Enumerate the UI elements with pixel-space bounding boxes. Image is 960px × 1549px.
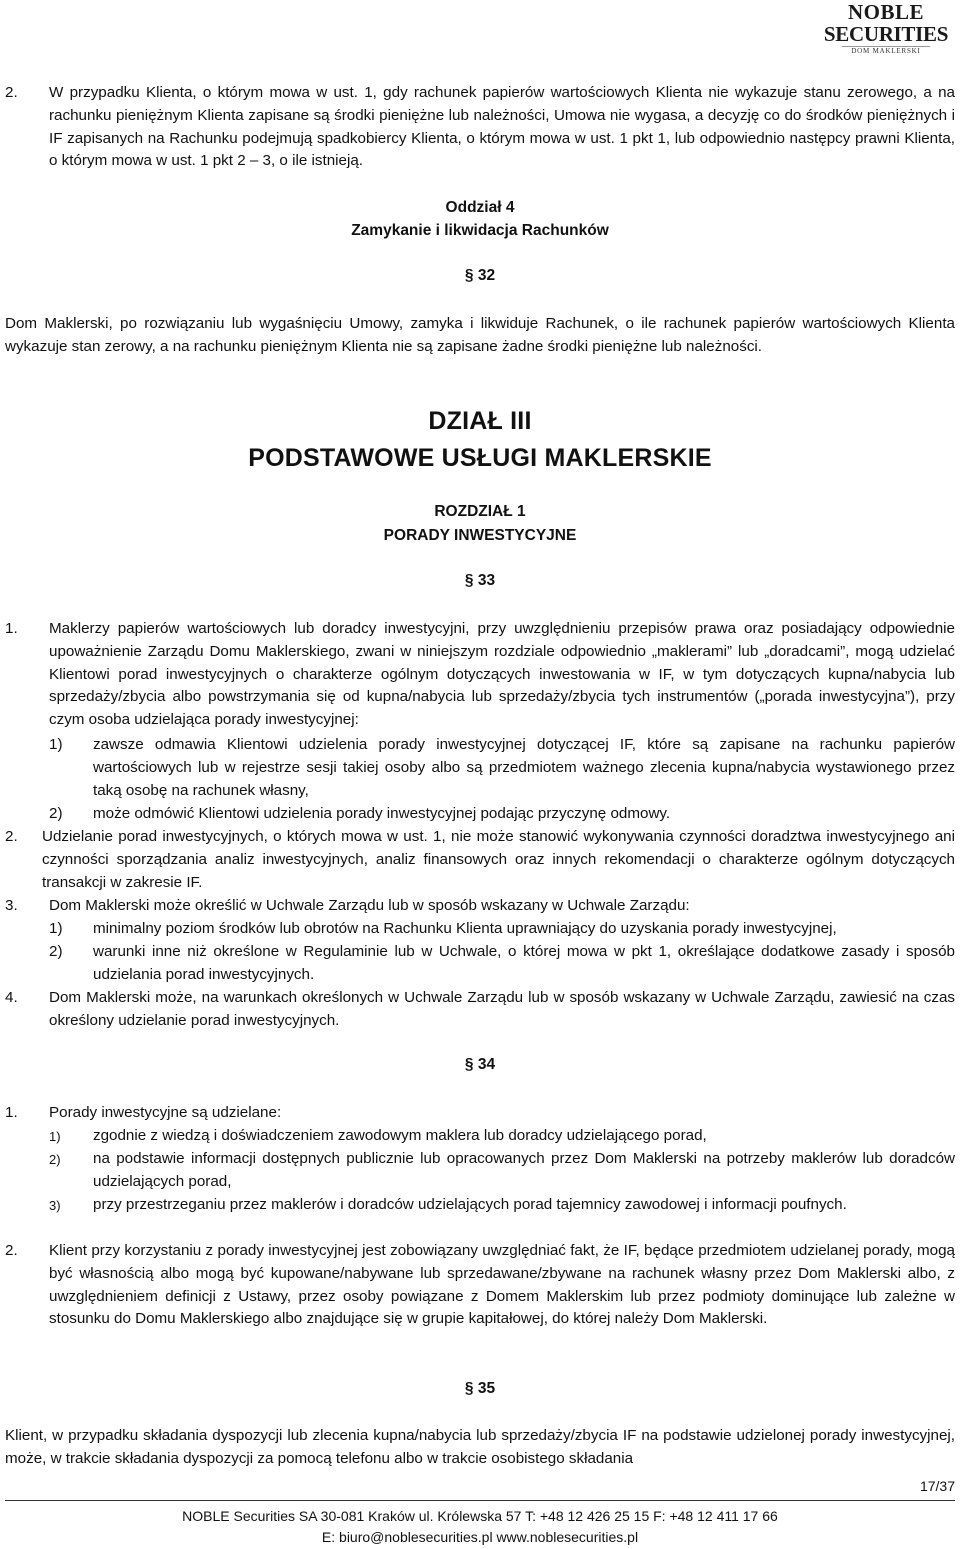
s34-item-1-sub-1-text: zgodnie z wiedzą i doświadczeniem zawodowym maklera lub doradcy udzielającego porad,: [93, 1127, 707, 1144]
s33-item-3-sub-1-number: 1): [49, 920, 63, 937]
section-32-title: § 32: [464, 267, 496, 284]
s33-item-3-sub-2-text: warunki inne niż określone w Regulaminie lub w Uchwale, o której mowa w pkt 1, określające dodatkowe zasady i sposób udzielania porad inwestycyjnych.: [93, 943, 955, 983]
oddzial-subtitle: Zamykanie i likwidacja Rachunków: [351, 222, 609, 239]
section-34-title: § 34: [464, 1056, 496, 1073]
intro-number: 2.: [5, 84, 18, 101]
s33-item-2-text: Udzielanie porad inwestycyjnych, o których mowa w ust. 1, nie może stanowić wykonywania czynności doradztwa inwestycyjnego ani czynności sporządzania analiz inwestycyjnych, analiz finansowych oraz innych rekomendacji o charakterze ogólnym dotyczących transakcji w zakresie IF.: [42, 828, 955, 891]
s33-item-1-sub-2-number: 2): [49, 805, 63, 822]
s33-item-1-sub-1-number: 1): [49, 736, 63, 753]
s34-item-1-number: 1.: [5, 1104, 18, 1121]
section-33-title: § 33: [464, 572, 496, 589]
dzial-subtitle: PODSTAWOWE USŁUGI MAKLERSKIE: [248, 444, 712, 472]
oddzial-title: Oddział 4: [445, 199, 515, 216]
rozdzial-title: ROZDZIAŁ 1: [434, 503, 526, 520]
intro-paragraph: W przypadku Klienta, o którym mowa w ust. 1, gdy rachunek papierów wartościowych Klienta nie wykazuje stanu zerowego, a na rachunku pieniężnym Klienta zapisane są środki pieniężne lub należności, Umowa nie wygasa, a decyzję co do środków pieniężnych i IF zapisanych na Rachunku podejmują spadkobiercy Klienta, o którym mowa w ust. 1 pkt 1, lub odpowiednio następcy prawni Klienta, o którym mowa w ust. 1 pkt 2 – 3, o ile istnieją.: [49, 84, 955, 170]
section-35-title: § 35: [464, 1380, 496, 1397]
rozdzial-subtitle: PORADY INWESTYCYJNE: [383, 527, 577, 544]
footer-address: NOBLE Securities SA 30-081 Kraków ul. Królewska 57 T: +48 12 426 25 15 F: +48 12 411 17 66: [182, 1508, 778, 1524]
s33-item-4-number: 4.: [5, 989, 18, 1006]
s33-item-3-sub-2-number: 2): [49, 943, 63, 960]
section-32-text: Dom Maklerski, po rozwiązaniu lub wygaśnięciu Umowy, zamyka i likwiduje Rachunek, o ile rachunek papierów wartościowych Klienta wykazuje stan zerowy, a na rachunku pieniężnym Klienta nie są zapisane żadne środki pieniężne lub należności.: [5, 315, 955, 355]
s33-item-1-number: 1.: [5, 620, 18, 637]
noble-securities-logo: [820, 2, 952, 56]
s33-item-1-sub-2-text: może odmówić Klientowi udzielenia porady inwestycyjnej podając przyczynę odmowy.: [93, 805, 671, 822]
dzial-title: DZIAŁ III: [428, 407, 532, 435]
section-35-text: Klient, w przypadku składania dyspozycji lub zlecenia kupna/nabycia lub sprzedaży/zbycia IF na podstawie udzielonej porady inwestycyjnej, może, w trakcie składania dyspozycji za pomocą telefonu albo w trakcie osobistego składania: [5, 1427, 955, 1467]
s34-item-1-sub-2-text: na podstawie informacji dostępnych publicznie lub opracowanych przez Dom Maklerski na potrzeby maklerów lub doradców udzielających porad,: [93, 1150, 955, 1190]
s34-item-1-sub-3-number: 3): [49, 1198, 61, 1213]
s33-item-3-sub-1-text: minimalny poziom środków lub obrotów na Rachunku Klienta uprawniający do uzyskania porady inwestycyjnej,: [93, 920, 837, 937]
s34-item-1-sub-1-number: 1): [49, 1129, 61, 1144]
s33-item-4-text: Dom Maklerski może, na warunkach określonych w Uchwale Zarządu lub w sposób wskazany w Uchwale Zarządu, zawiesić na czas określony udzielanie porad inwestycyjnych.: [49, 989, 955, 1029]
s34-item-1-sub-3-text: przy przestrzeganiu przez maklerów i doradców udzielających porad tajemnicy zawodowej i informacji poufnych.: [93, 1196, 847, 1213]
s33-item-3-text: Dom Maklerski może określić w Uchwale Zarządu lub w sposób wskazany w Uchwale Zarządu:: [49, 897, 690, 914]
s33-item-1-text: Maklerzy papierów wartościowych lub doradcy inwestycyjni, przy uwzględnieniu przepisów prawa oraz posiadający odpowiednie upoważnienie Zarządu Domu Maklerskiego, zwani w niniejszym rozdziale odpowiednio „maklerami” lub „doradcami”, mogą udzielać Klientowi porad inwestycyjnych o charakterze ogólnym dotyczących inwestowania w IF, w tym dotyczących kupna/nabycia lub sprzedaży/zbycia albo powstrzymania się od kupna/nabycia lub sprzedaży/zbycia tych instrumentów („porada inwestycyjna”), przy czym osoba udzielająca porady inwestycyjnej:: [49, 620, 955, 729]
s33-item-2-number: 2.: [5, 828, 18, 845]
s33-item-1-sub-1-text: zawsze odmawia Klientowi udzielenia porady inwestycyjnej dotyczącej IF, które są zapisane na rachunku papierów wartościowych lub w rejestrze sesji takiej osoby albo są przedmiotem ważnego zlecenia kupna/nabycia wystawionego przez taką osobę na rachunek własny,: [93, 736, 955, 799]
page-number: 17/37: [919, 1478, 955, 1494]
logo-line-2: SECURITIES: [823, 22, 949, 46]
s34-item-2-text: Klient przy korzystaniu z porady inwestycyjnej jest zobowiązany uwzględniać fakt, że IF, będące przedmiotem udzielanej porady, mogą być własnością albo mogą być kupowane/nabywane lub sprzedawane/zbywane na rachunek własny przez Dom Maklerski albo, z uwzględnieniem definicji z Ustawy, przez osoby powiązane z Domem Maklerskim lub przez podmioty dominujące lub zależne w stosunku do Domu Maklerskiego albo znajdujące się w grupie kapitałowej, do której należy Dom Maklerski.: [49, 1242, 955, 1328]
s34-item-2-number: 2.: [5, 1242, 18, 1259]
logo-line-3: DOM MAKLERSKI: [842, 46, 930, 56]
footer-divider: [5, 1500, 955, 1501]
s33-item-3-number: 3.: [5, 897, 18, 914]
s34-item-1-text: Porady inwestycyjne są udzielane:: [49, 1104, 282, 1121]
logo-line-1: NOBLE: [847, 0, 925, 24]
s34-item-1-sub-2-number: 2): [49, 1152, 61, 1167]
footer-contact: E: biuro@noblesecurities.pl www.noblesecurities.pl: [321, 1529, 639, 1545]
